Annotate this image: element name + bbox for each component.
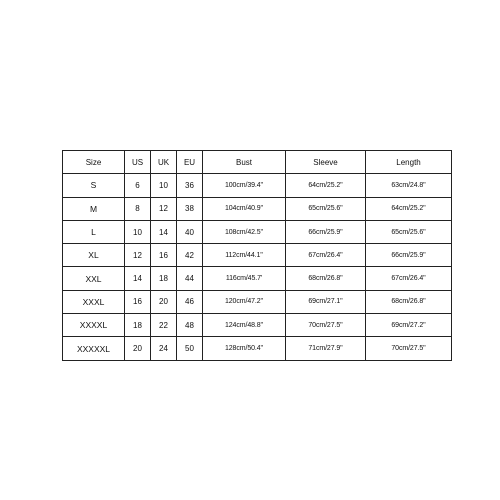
cell-size: M <box>63 197 125 220</box>
cell-eu: 50 <box>177 337 203 360</box>
column-header-us: US <box>125 151 151 174</box>
cell-us: 10 <box>125 220 151 243</box>
table-row <box>63 290 452 313</box>
cell-bust: 124cm/48.8'' <box>203 314 286 337</box>
cell-us: 16 <box>125 290 151 313</box>
cell-bust: 112cm/44.1'' <box>203 244 286 267</box>
table-row <box>63 314 452 337</box>
cell-length: 64cm/25.2'' <box>366 197 452 220</box>
table-row <box>63 244 452 267</box>
cell-size: L <box>63 220 125 243</box>
cell-us: 12 <box>125 244 151 267</box>
cell-sleeve: 64cm/25.2'' <box>286 174 366 197</box>
cell-uk: 22 <box>151 314 177 337</box>
cell-sleeve: 71cm/27.9'' <box>286 337 366 360</box>
cell-eu: 38 <box>177 197 203 220</box>
table-row <box>63 220 452 243</box>
cell-eu: 40 <box>177 220 203 243</box>
column-header-uk: UK <box>151 151 177 174</box>
cell-eu: 46 <box>177 290 203 313</box>
cell-uk: 14 <box>151 220 177 243</box>
cell-sleeve: 70cm/27.5'' <box>286 314 366 337</box>
cell-sleeve: 69cm/27.1'' <box>286 290 366 313</box>
cell-us: 8 <box>125 197 151 220</box>
table-row <box>63 267 452 290</box>
column-header-eu: EU <box>177 151 203 174</box>
cell-size: XXXXXL <box>63 337 125 360</box>
cell-uk: 16 <box>151 244 177 267</box>
cell-uk: 12 <box>151 197 177 220</box>
cell-us: 18 <box>125 314 151 337</box>
table-row <box>63 337 452 360</box>
column-header-sleeve: Sleeve <box>286 151 366 174</box>
table-body <box>63 174 452 360</box>
cell-uk: 24 <box>151 337 177 360</box>
cell-size: S <box>63 174 125 197</box>
cell-eu: 48 <box>177 314 203 337</box>
cell-bust: 100cm/39.4'' <box>203 174 286 197</box>
table-row <box>63 197 452 220</box>
cell-eu: 44 <box>177 267 203 290</box>
cell-uk: 10 <box>151 174 177 197</box>
cell-sleeve: 66cm/25.9'' <box>286 220 366 243</box>
cell-length: 65cm/25.6'' <box>366 220 452 243</box>
cell-length: 63cm/24.8'' <box>366 174 452 197</box>
cell-length: 68cm/26.8'' <box>366 290 452 313</box>
table-header <box>63 151 452 174</box>
cell-bust: 128cm/50.4'' <box>203 337 286 360</box>
header-row <box>63 151 452 174</box>
cell-size: XXXXL <box>63 314 125 337</box>
cell-eu: 42 <box>177 244 203 267</box>
cell-bust: 120cm/47.2'' <box>203 290 286 313</box>
cell-us: 6 <box>125 174 151 197</box>
cell-uk: 18 <box>151 267 177 290</box>
cell-us: 14 <box>125 267 151 290</box>
column-header-length: Length <box>366 151 452 174</box>
cell-us: 20 <box>125 337 151 360</box>
cell-length: 67cm/26.4'' <box>366 267 452 290</box>
cell-uk: 20 <box>151 290 177 313</box>
cell-length: 69cm/27.2'' <box>366 314 452 337</box>
cell-sleeve: 65cm/25.6'' <box>286 197 366 220</box>
cell-bust: 108cm/42.5'' <box>203 220 286 243</box>
cell-bust: 104cm/40.9'' <box>203 197 286 220</box>
cell-size: XXL <box>63 267 125 290</box>
cell-bust: 116cm/45.7' <box>203 267 286 290</box>
cell-size: XL <box>63 244 125 267</box>
cell-length: 66cm/25.9'' <box>366 244 452 267</box>
cell-sleeve: 68cm/26.8'' <box>286 267 366 290</box>
column-header-bust: Bust <box>203 151 286 174</box>
size-chart-table <box>62 150 452 361</box>
cell-sleeve: 67cm/26.4'' <box>286 244 366 267</box>
cell-size: XXXL <box>63 290 125 313</box>
table-row <box>63 174 452 197</box>
column-header-size: Size <box>63 151 125 174</box>
cell-eu: 36 <box>177 174 203 197</box>
cell-length: 70cm/27.5'' <box>366 337 452 360</box>
